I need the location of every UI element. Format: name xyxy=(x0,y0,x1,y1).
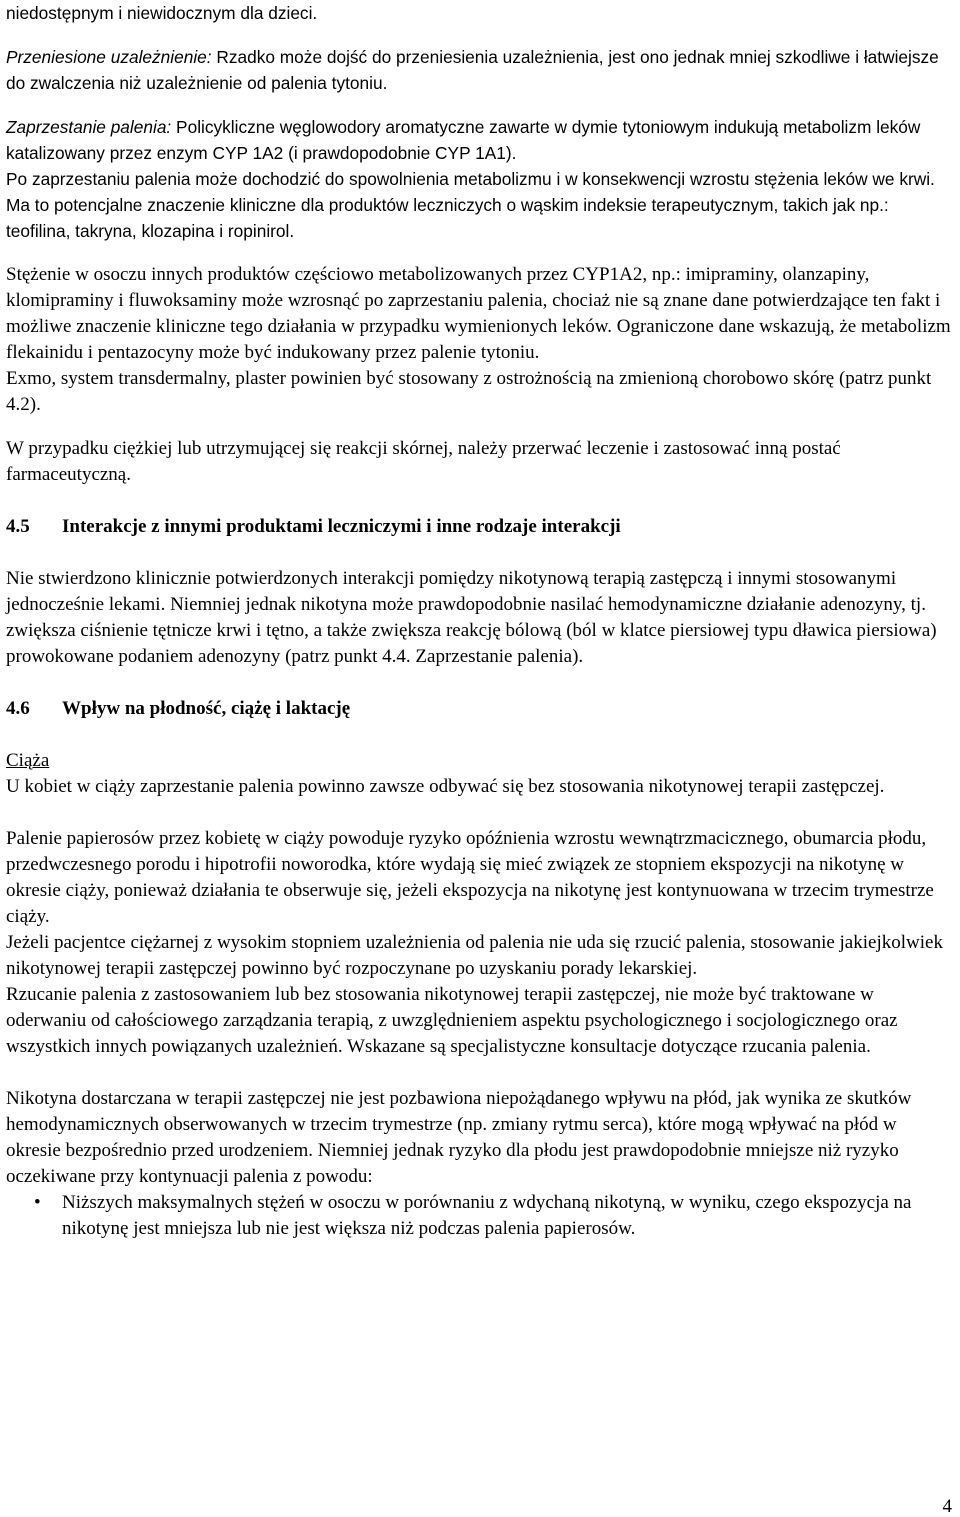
pregnancy-paragraph-4: Rzucanie palenia z zastosowaniem lub bez stosowania nikotynowej terapii zastępczej, nie może być traktowane w oderwaniu od całościowego zarządzania terapią, z uwzględnieniem aspektu psychologicznego i socjologicznego oraz wszystkich innych powiązanych uzależnień. Wskazane są specjalistyczne konsultacje dotyczące rzucania palenia. xyxy=(6,984,898,1057)
bullet-list xyxy=(6,1190,956,1242)
pregnancy-paragraph-1: U kobiet w ciąży zaprzestanie palenia powinno zawsze odbywać się bez stosowania nikotynowej terapii zastępczej. xyxy=(6,776,885,797)
paragraph-transfer xyxy=(6,44,956,96)
page-number: 4 xyxy=(942,1496,952,1517)
section-4-5-heading xyxy=(6,514,956,540)
pregnancy-paragraph-2: Palenie papierosów przez kobietę w ciąży powoduje ryzyko opóźnienia wzrostu wewnątrzmacicznego, obumarcia płodu, przedwczesnego porodu i hipotrofii noworodka, które wydają się mieć związek ze stopniem ekspozycji na nikotynę w okresie ciąży, ponieważ działania te obserwuje się, jeżeli ekspozycja na nikotynę jest kontynuowana w trzecim trymestrze ciąży. xyxy=(6,828,934,927)
section-4-5-text: Nie stwierdzono klinicznie potwierdzonych interakcji pomiędzy nikotynową terapią zastępczą i innymi stosowanymi jednocześnie lekami. Niemniej jednak nikotyna może prawdopodobnie nasilać hemodynamiczne działanie adenozyny, tj. zwiększa ciśnienie tętnicze krwi i tętno, a także zwiększa reakcję bólową (ból w klatce piersiowej typu dławica piersiowa) prowokowane podaniem adenozyny (patrz punkt 4.4. Zaprzestanie palenia). xyxy=(6,568,937,667)
paragraph-severe: W przypadku ciężkiej lub utrzymującej się reakcji skórnej, należy przerwać leczenie i zastosować inną postać farmaceutyczną. xyxy=(6,438,841,485)
section-4-5-number: 4.5 xyxy=(6,516,30,537)
section-4-6-title: Wpływ na płodność, ciążę i laktację xyxy=(62,698,351,719)
transfer-label: Przeniesione uzależnienie: xyxy=(6,47,212,67)
paragraph-stop xyxy=(6,114,956,166)
section-4-5-title: Interakcje z innymi produktami leczniczymi i inne rodzaje interakcji xyxy=(62,516,621,537)
document-page xyxy=(6,0,956,1242)
list-item-text: Niższych maksymalnych stężeń w osoczu w porównaniu z wdychaną nikotyną, w wyniku, czego ekspozycja na nikotynę jest mniejsza lub nie jest większa niż podczas palenia papierosów. xyxy=(62,1192,912,1239)
paragraph-stop-2: Po zaprzestaniu palenia może dochodzić do spowolnienia metabolizmu i w konsekwencji wzrostu stężenia leków we krwi. Ma to potencjalne znaczenie kliniczne dla produktów leczniczych o wąskim indeksie terapeutycznym, takich jak np.: teofilina, takryna, klozapina i ropinirol. xyxy=(6,169,935,241)
paragraph-exmo: Exmo, system transdermalny, plaster powinien być stosowany z ostrożnością na zmienioną chorobowo skórę (patrz punkt 4.2). xyxy=(6,368,932,415)
list-item xyxy=(6,1190,956,1242)
bullet-icon: • xyxy=(34,1192,41,1213)
stop-label: Zaprzestanie palenia: xyxy=(6,117,172,137)
section-4-6-number: 4.6 xyxy=(6,698,30,719)
transfer-text: Rzadko może dojść do przeniesienia uzależnienia, jest ono jednak mniej szkodliwe i łatwiejsze do zwalczenia niż uzależnienie od palenia tytoniu. xyxy=(6,47,939,93)
pregnancy-paragraph-5: Nikotyna dostarczana w terapii zastępczej nie jest pozbawiona niepożądanego wpływu na płód, jak wynika ze skutków hemodynamicznych obserwowanych w trzecim trymestrze (np. zmiany rytmu serca), które mogą wpływać na płód w okresie bezpośrednio przed urodzeniem. Niemniej jednak ryzyko dla płodu jest prawdopodobnie mniejsze niż ryzyko oczekiwane przy kontynuacji palenia z powodu: xyxy=(6,1088,912,1187)
stop-text: Policykliczne węglowodory aromatyczne zawarte w dymie tytoniowym indukują metabolizm leków katalizowany przez enzym CYP 1A2 (i prawdopodobnie CYP 1A1). xyxy=(6,117,921,163)
paragraph-plasma: Stężenie w osoczu innych produktów częściowo metabolizowanych przez CYP1A2, np.: imipraminy, olanzapiny, klomipraminy i fluwoksaminy może wzrosnąć po zaprzestaniu palenia, chociaż nie są znane dane potwierdzające ten fakt i możliwe znaczenie kliniczne tego działania w przypadku wymienionych leków. Ograniczone dane wskazują, że metabolizm flekainidu i pentazocyny może być indukowany przez palenie tytoniu. xyxy=(6,264,951,363)
pregnancy-paragraph-3: Jeżeli pacjentce ciężarnej z wysokim stopniem uzależnienia od palenia nie uda się rzucić palenia, stosowanie jakiejkolwiek nikotynowej terapii zastępczej powinno być rozpoczynane po uzyskaniu porady lekarskiej. xyxy=(6,932,943,979)
subheading-pregnancy: Ciąża xyxy=(6,750,50,771)
section-4-6-heading xyxy=(6,696,956,722)
paragraph-intro: niedostępnym i niewidocznym dla dzieci. xyxy=(6,3,318,23)
